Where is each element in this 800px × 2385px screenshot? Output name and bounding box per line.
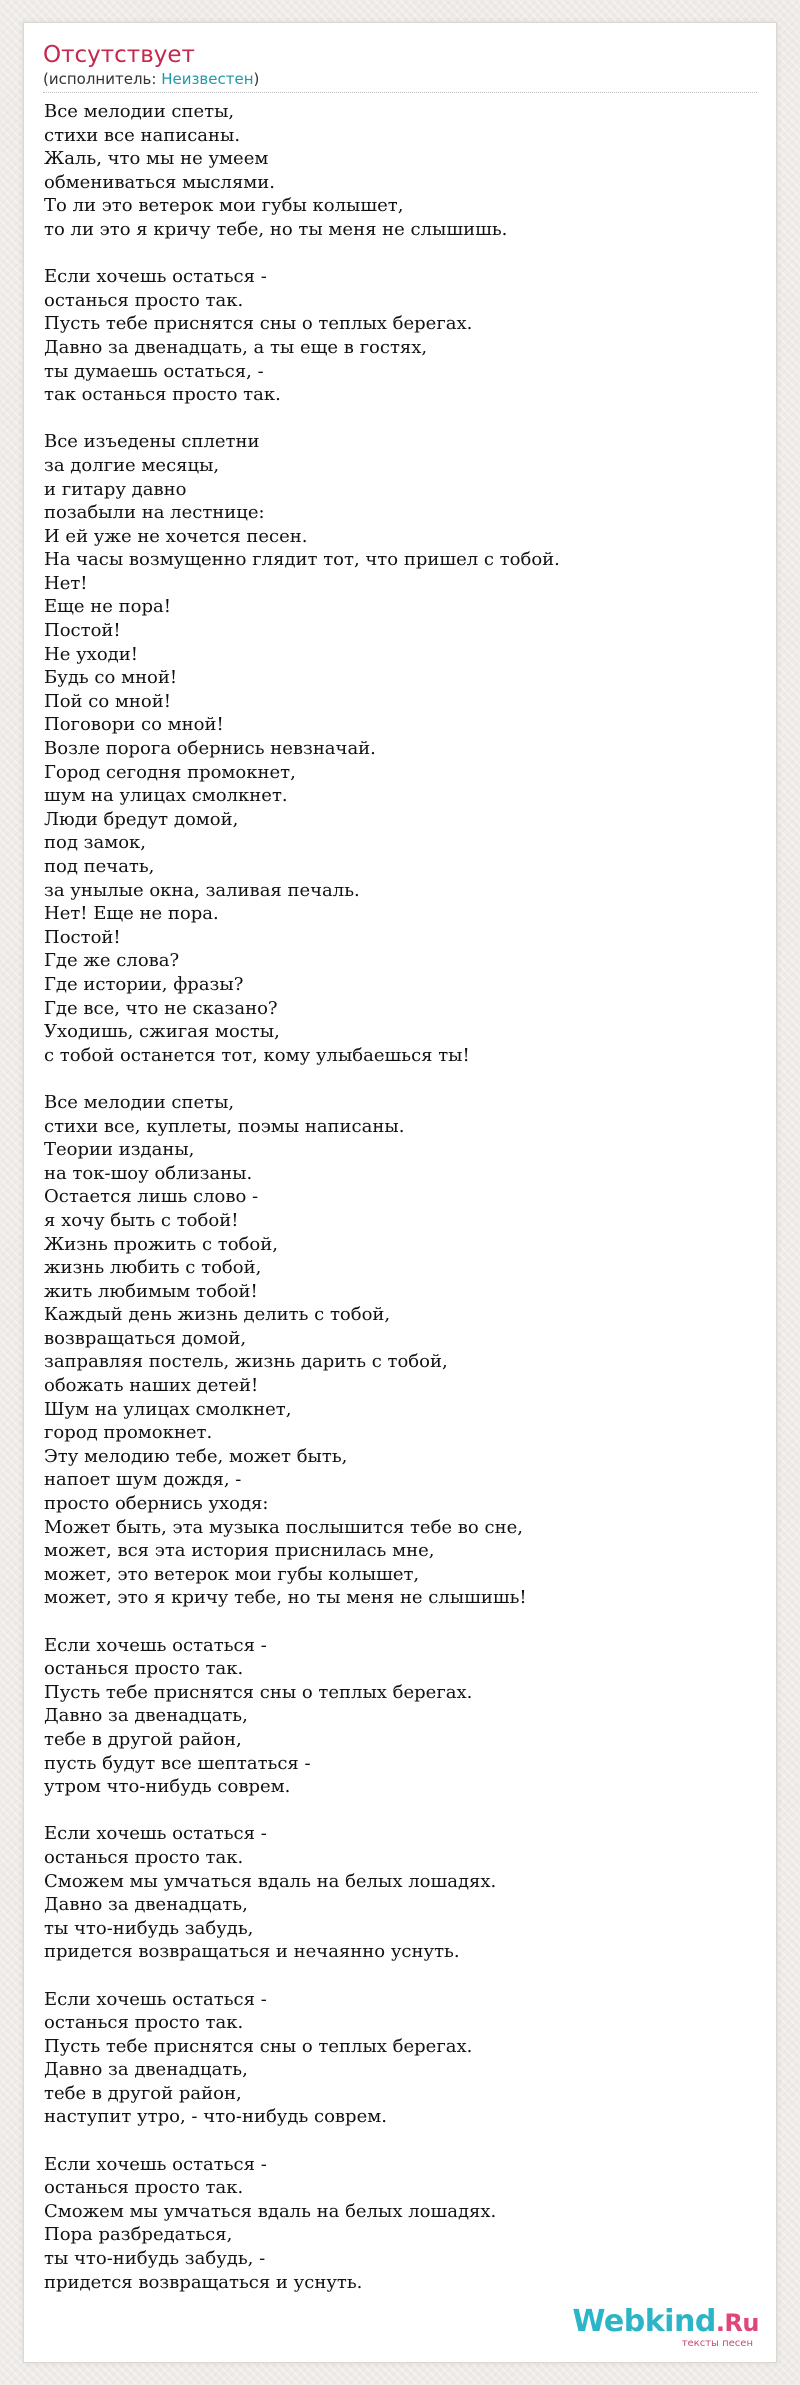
lyrics-text: Все мелодии спеты, стихи все написаны. Жаль, что мы не умеем обмениваться мыслями. То ли это ветерок мои губы колышет, то ли это я кричу тебе, но ты меня не слышишь. Если хочешь остаться - останься просто так. Пусть тебе приснятся сны о теплых берегах. Давно за двенадцать, а ты еще в гостях, ты думаешь остаться, - так останься просто так. Все изъедены сплетни за долгие месяцы, и гитару давно позабыли на лестнице: И ей уже не хочется песен. На часы возмущенно глядит тот, что пришел с тобой. Нет! Еще не пора! Постой! Не уходи! Будь со мной! Пой со мной! Поговори со мной! Возле порога обернись невзначай. Город сегодня промокнет, шум на улицах смолкнет. Люди бредут домой, под замок, под печать, за унылые окна, заливая печаль. Нет! Еще не пора. Постой! Где же слова? Где истории, фразы? Где все, что не сказано? Уходишь, сжигая мосты, с тобой останется тот, кому улыбаешься ты! Все мелодии спеты, стихи все, куплеты, поэмы написаны. Теории изданы, на ток-шоу облизаны. Остается лишь слово - я хочу быть с тобой! Жизнь прожить с тобой, жизнь любить с тобой, жить любимым тобой! Каждый день жизнь делить с тобой, возвращаться домой, заправляя постель, жизнь дарить с тобой, обожать наших детей! Шум на улицах смолкнет, город промокнет. Эту мелодию тебе, может быть, напоет шум дождя, - просто обернись уходя: Может быть, эта музыка послышится тебе во сне, может, вся эта история приснилась мне, может, это ветерок мои губы колышет, может, это я кричу тебе, но ты меня не слышишь! Если хочешь остаться - останься просто так. Пусть тебе приснятся сны о теплых берегах. Давно за двенадцать, тебе в другой район, пусть будут все шептаться - утром что-нибудь соврем. Если хочешь остаться - останься просто так. Сможем мы умчаться вдаль на белых лошадях. Давно за двенадцать, ты что-нибудь забудь, придется возвращаться и нечаянно уснуть. Если хочешь остаться - останься просто так. Пусть тебе приснятся сны о теплых берегах. Давно за двенадцать, тебе в другой район, наступит утро, - что-нибудь соврем. Если хочешь остаться - останься просто так. Сможем мы умчаться вдаль на белых лошадях. Пора разбредаться, ты что-нибудь забудь, - придется возвращаться и уснуть. xyxy=(44,101,560,2293)
artist-suffix: ) xyxy=(253,70,260,88)
logo-wordmark xyxy=(559,2306,759,2339)
logo-name: Webkind xyxy=(572,2304,716,2339)
song-title: Отсутствует xyxy=(43,42,195,68)
lyrics-card xyxy=(23,22,777,2363)
logo-tagline: тексты песен xyxy=(681,2338,753,2349)
logo-tld: .Ru xyxy=(715,2309,759,2337)
header-divider xyxy=(43,92,757,93)
webkind-logo[interactable] xyxy=(559,2306,759,2350)
artist-link[interactable]: Неизвестен xyxy=(161,70,254,88)
artist-line xyxy=(43,70,259,88)
artist-prefix: (исполнитель: xyxy=(43,70,162,88)
